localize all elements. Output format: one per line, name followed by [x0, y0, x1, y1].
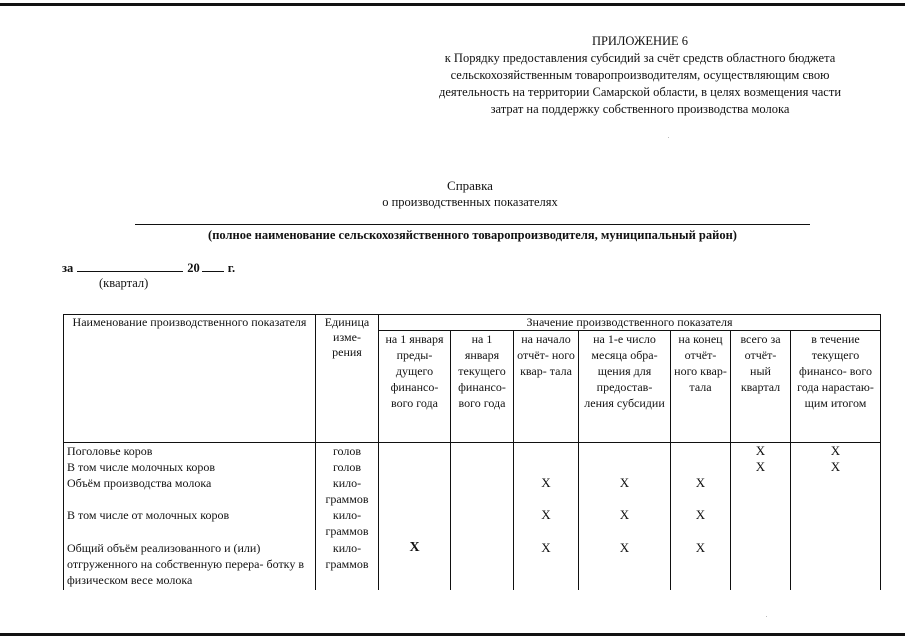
header-column: на 1-е число месяца обра- щения для предостав- ления субсидии	[579, 331, 671, 443]
reference-subtitle: о производственных показателях	[382, 195, 558, 209]
row-unit: кило- граммов	[316, 475, 379, 507]
producer-name-caption: (полное наименование сельскохозяйственного товаропроизводителя, муниципальный район)	[208, 228, 737, 242]
value-cell[interactable]	[379, 507, 451, 540]
header-column: в течение текущего финансо- вого года нарастаю- щим итогом	[791, 331, 881, 443]
indicators-table	[63, 314, 881, 590]
bottom-border-line	[0, 633, 905, 636]
value-cell[interactable]: X	[579, 540, 671, 590]
year-prefix: 20	[187, 261, 200, 275]
value-cell[interactable]: X	[579, 507, 671, 540]
value-cell[interactable]	[379, 459, 451, 475]
appendix-line: к Порядку предоставления субсидий за счёт средств областного бюджета	[444, 51, 836, 65]
table-row	[64, 443, 881, 460]
value-cell[interactable]: X	[514, 475, 579, 507]
value-cell[interactable]: X	[579, 475, 671, 507]
value-cell[interactable]	[731, 475, 791, 507]
value-cell[interactable]	[731, 540, 791, 590]
value-cell[interactable]: X	[731, 459, 791, 475]
value-cell[interactable]	[514, 443, 579, 460]
quarter-caption: (квартал)	[99, 276, 149, 290]
value-cell[interactable]	[451, 459, 514, 475]
quarter-field[interactable]	[77, 259, 183, 272]
value-cell[interactable]	[671, 459, 731, 475]
value-cell[interactable]	[731, 507, 791, 540]
value-cell[interactable]: X	[671, 475, 731, 507]
row-unit: голов	[316, 443, 379, 460]
top-border-line	[0, 3, 905, 6]
row-name: В том числе от молочных коров	[64, 507, 316, 540]
table-row	[64, 540, 881, 590]
appendix-line: деятельность на территории Самарской области, в целях возмещения части	[438, 85, 842, 99]
header-column: на 1 января преды- дущего финансо- вого года	[379, 331, 451, 443]
value-cell[interactable]: X	[791, 443, 881, 460]
year-suffix: г.	[227, 261, 236, 275]
value-cell[interactable]: X	[514, 507, 579, 540]
row-name: В том числе молочных коров	[64, 459, 316, 475]
scan-speck	[668, 137, 669, 138]
appendix-block	[395, 33, 885, 118]
row-unit: голов	[316, 459, 379, 475]
value-cell[interactable]	[451, 507, 514, 540]
period-line	[62, 259, 235, 276]
appendix-line: сельскохозяйственным товаропроизводителям, осуществляющим свою	[450, 68, 830, 82]
value-cell[interactable]: X	[731, 443, 791, 460]
value-cell[interactable]	[579, 443, 671, 460]
header-indicator: Наименование производственного показателя	[64, 315, 316, 443]
header-value-group: Значение производственного показателя	[379, 315, 881, 331]
row-unit: кило- граммов	[316, 507, 379, 540]
appendix-title: ПРИЛОЖЕНИЕ 6	[591, 34, 689, 48]
year-field[interactable]	[202, 259, 224, 272]
value-cell[interactable]: X	[791, 459, 881, 475]
value-cell[interactable]	[791, 475, 881, 507]
header-column: на начало отчёт- ного квар- тала	[514, 331, 579, 443]
header-column: на 1 января текущего финансо- вого года	[451, 331, 514, 443]
row-name: Объём производства молока	[64, 475, 316, 507]
value-cell[interactable]	[791, 507, 881, 540]
value-cell[interactable]: X	[671, 507, 731, 540]
table-row	[64, 459, 881, 475]
row-name: Поголовье коров	[64, 443, 316, 460]
producer-name-field[interactable]	[135, 224, 810, 225]
value-cell[interactable]	[514, 459, 579, 475]
value-cell[interactable]	[671, 443, 731, 460]
value-cell[interactable]	[451, 540, 514, 590]
row-unit: кило- граммов	[316, 540, 379, 590]
value-cell[interactable]: X	[514, 540, 579, 590]
value-cell[interactable]: X	[379, 540, 451, 590]
value-cell[interactable]	[579, 459, 671, 475]
table-row	[64, 475, 881, 507]
value-cell[interactable]	[379, 443, 451, 460]
value-cell[interactable]: X	[671, 540, 731, 590]
value-cell[interactable]	[451, 443, 514, 460]
row-name: Общий объём реализованного и (или) отгруженного на собственную перера- ботку в физическом весе молока	[64, 540, 316, 590]
scan-speck	[766, 616, 767, 617]
header-unit: Единица изме- рения	[316, 315, 379, 443]
header-column: всего за отчёт- ный квартал	[731, 331, 791, 443]
value-cell[interactable]	[791, 540, 881, 590]
reference-title: Справка	[447, 178, 493, 193]
value-cell[interactable]	[451, 475, 514, 507]
period-prefix: за	[62, 261, 74, 275]
appendix-line: затрат на поддержку собственного производства молока	[490, 102, 790, 116]
table-row	[64, 507, 881, 540]
value-cell[interactable]	[379, 475, 451, 507]
header-column: на конец отчёт- ного квар- тала	[671, 331, 731, 443]
